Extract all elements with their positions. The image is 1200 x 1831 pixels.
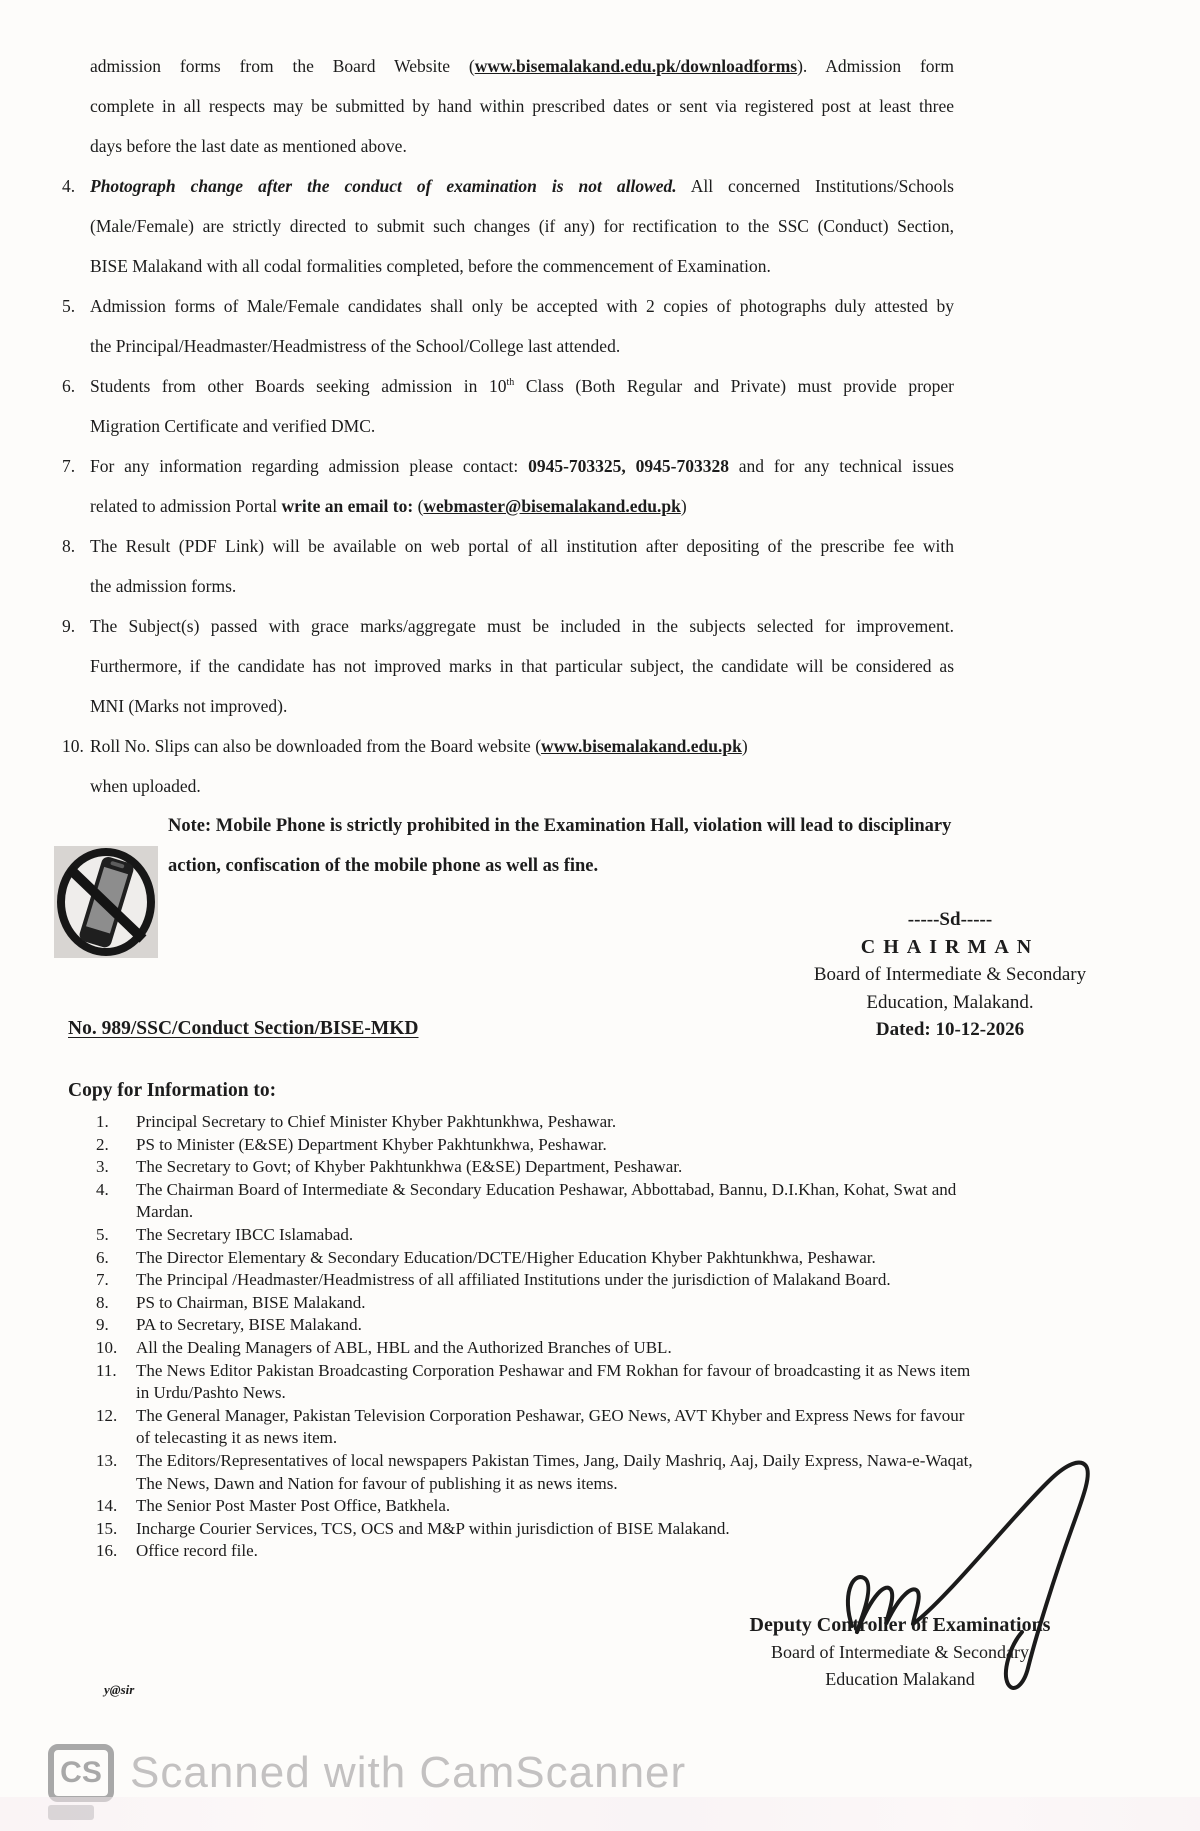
copy-item-number: 4. xyxy=(96,1179,109,1199)
item-text: The Result (PDF Link) will be available on web portal of all institution after depositing of the prescribe fee with the admission forms. xyxy=(90,536,954,596)
item-text: For any information regarding admission please contact: 0945-703325, 0945-703328 and for any technical issues related to admission Portal write an email to: (webmaster@bisemalakand.edu.pk) xyxy=(90,456,954,516)
copy-item-text: PS to Minister (E&SE) Department Khyber Pakhtunkhwa, Peshawar. xyxy=(136,1134,607,1154)
copy-item-number: 6. xyxy=(96,1247,109,1267)
copy-item-number: 5. xyxy=(96,1224,109,1244)
item-number: 9. xyxy=(62,616,76,636)
item-text: Photograph change after the conduct of examination is not allowed. All concerned Institutions/Schools (Male/Female) are strictly directed to submit such changes (if any) for rectification to the SSC (Conduct) Section, BISE Malakand with all codal formalities completed, before the commencement of Examination. xyxy=(90,176,954,276)
notice-list-item xyxy=(62,286,954,366)
copy-list-item xyxy=(68,1269,1068,1292)
item-number: 7. xyxy=(62,456,76,476)
notice-list-item xyxy=(62,526,954,606)
notice-list-item xyxy=(62,726,954,806)
copy-item-number: 12. xyxy=(96,1405,118,1425)
copy-list-item xyxy=(68,1224,1068,1247)
board-org-line2: Education, Malakand. xyxy=(866,991,1034,1013)
copy-item-number: 15. xyxy=(96,1518,118,1538)
copy-item-text: The Chairman Board of Intermediate & Secondary Education Peshawar, Abbottabad, Bannu, D.I.Khan, Kohat, Swat and Mardan. xyxy=(136,1179,957,1222)
camscanner-watermark-text: Scanned with CamScanner xyxy=(130,1748,687,1797)
item-text: Students from other Boards seeking admission in 10th Class (Both Regular and Private) must provide proper Migration Certificate and verified DMC. xyxy=(90,376,954,436)
copy-item-number: 9. xyxy=(96,1315,109,1335)
copy-item-text: The Secretary IBCC Islamabad. xyxy=(136,1224,354,1244)
deputy-controller-block xyxy=(700,1612,1100,1693)
copy-item-text: The General Manager, Pakistan Television Corporation Peshawar, GEO News, AVT Khyber and Express News for favour of telecasting it as news item. xyxy=(136,1405,965,1448)
copy-list-item xyxy=(68,1134,1068,1157)
notice-list-item xyxy=(62,366,954,446)
copy-item-text: The Senior Post Master Post Office, Batkhela. xyxy=(136,1496,451,1516)
sd-line: -----Sd----- xyxy=(907,909,993,930)
deputy-controller-title: Deputy Controller of Examinations xyxy=(749,1614,1051,1636)
copy-item-number: 10. xyxy=(96,1337,118,1357)
item-number: 10. xyxy=(62,736,84,756)
copy-item-text: Incharge Courier Services, TCS, OCS and M&P within jurisdiction of BISE Malakand. xyxy=(136,1518,730,1538)
copy-list-item xyxy=(68,1247,1068,1270)
notice-body xyxy=(62,46,954,806)
copy-item-text: The Director Elementary & Secondary Education/DCTE/Higher Education Khyber Pakhtunkhwa, Peshawar. xyxy=(136,1247,876,1267)
deputy-org-line1: Board of Intermediate & Secondary xyxy=(771,1642,1029,1662)
copy-item-number: 7. xyxy=(96,1270,109,1290)
notice-list-item xyxy=(62,166,954,286)
dated-line: Dated: 10-12-2026 xyxy=(875,1019,1025,1040)
deputy-org-line2: Education Malakand xyxy=(825,1669,975,1689)
item-number: 6. xyxy=(62,376,76,396)
camscanner-logo-icon xyxy=(48,1744,114,1820)
copy-item-number: 16. xyxy=(96,1541,118,1561)
notice-numbered-list xyxy=(62,166,954,806)
paragraph-item3-continuation: admission forms from the Board Website (www.bisemalakand.edu.pk/downloadforms). Admission form complete in all respects may be submitted by hand within prescribed dates or sent via registered post at least three days before the last date as mentioned above. xyxy=(90,56,954,156)
copy-item-text: The Secretary to Govt; of Khyber Pakhtunkhwa (E&SE) Department, Peshawar. xyxy=(136,1157,683,1177)
handwritten-initials: y@sir xyxy=(104,1682,135,1697)
copy-list-item xyxy=(68,1292,1068,1315)
copy-item-number: 14. xyxy=(96,1496,118,1516)
copy-item-text: Office record file. xyxy=(136,1541,258,1561)
copy-list-item xyxy=(68,1360,1068,1405)
copy-list-item xyxy=(68,1314,1068,1337)
copy-list-item xyxy=(68,1337,1068,1360)
notice-list-item xyxy=(62,446,954,526)
chairman-title: CHAIRMAN xyxy=(860,935,1040,958)
copy-item-text: The News Editor Pakistan Broadcasting Corporation Peshawar and FM Rokhan for favour of broadcasting it as News item in Urdu/Pashto News. xyxy=(136,1360,971,1403)
copy-list-item xyxy=(68,1111,1068,1134)
copy-item-text: PA to Secretary, BISE Malakand. xyxy=(136,1315,362,1335)
copy-item-text: PS to Chairman, BISE Malakand. xyxy=(136,1292,366,1312)
board-org-line1: Board of Intermediate & Secondary xyxy=(813,964,1087,985)
copy-item-number: 2. xyxy=(96,1134,109,1154)
copy-item-text: The Principal /Headmaster/Headmistress of all affiliated Institutions under the jurisdiction of Malakand Board. xyxy=(136,1270,891,1290)
item-number: 8. xyxy=(62,536,76,556)
copy-list-item xyxy=(68,1156,1068,1179)
copy-list-item xyxy=(68,1179,1068,1224)
mobile-phone-note: Note: Mobile Phone is strictly prohibited in the Examination Hall, violation will lead to disciplinary action, confiscation of the mobile phone as well as fine. xyxy=(168,816,952,876)
item-text: The Subject(s) passed with grace marks/aggregate must be included in the subjects selected for improvement. Furthermore, if the candidate has not improved marks in that particular subject, the candidate will be considered as MNI (Marks not improved). xyxy=(90,616,954,716)
notice-list-item xyxy=(62,606,954,726)
copy-item-text: All the Dealing Managers of ABL, HBL and the Authorized Branches of UBL. xyxy=(136,1337,672,1357)
cs-logo-letters: CS xyxy=(48,1744,114,1802)
copy-item-number: 8. xyxy=(96,1292,109,1312)
item-text: Admission forms of Male/Female candidates shall only be accepted with 2 copies of photographs duly attested by the Principal/Headmaster/Headmistress of the School/College last attended. xyxy=(90,296,954,356)
copy-list-item xyxy=(68,1405,1068,1450)
cs-logo-tab xyxy=(48,1805,94,1820)
item-number: 5. xyxy=(62,296,76,316)
copy-section-heading: Copy for Information to: xyxy=(68,1080,277,1101)
copy-item-number: 1. xyxy=(96,1112,109,1131)
no-mobile-phone-icon xyxy=(54,846,158,958)
chairman-signature-block xyxy=(745,906,1155,1044)
camscanner-footer xyxy=(48,1744,686,1820)
copy-item-text: Principal Secretary to Chief Minister Khyber Pakhtunkhwa, Peshawar. xyxy=(136,1112,617,1131)
copy-item-text: The Editors/Representatives of local newspapers Pakistan Times, Jang, Daily Mashriq, Aaj, Daily Express, Nawa-e-Waqat, The News, Dawn and Nation for favour of publishing it as news items. xyxy=(136,1450,973,1493)
reference-number: No. 989/SSC/Conduct Section/BISE-MKD xyxy=(68,1018,419,1039)
copy-item-number: 13. xyxy=(96,1450,118,1470)
item-text: Roll No. Slips can also be downloaded from the Board website (www.bisemalakand.edu.pk) when uploaded. xyxy=(90,736,748,796)
copy-item-number: 11. xyxy=(96,1360,117,1380)
copy-item-number: 3. xyxy=(96,1157,109,1177)
item-number: 4. xyxy=(62,176,76,196)
